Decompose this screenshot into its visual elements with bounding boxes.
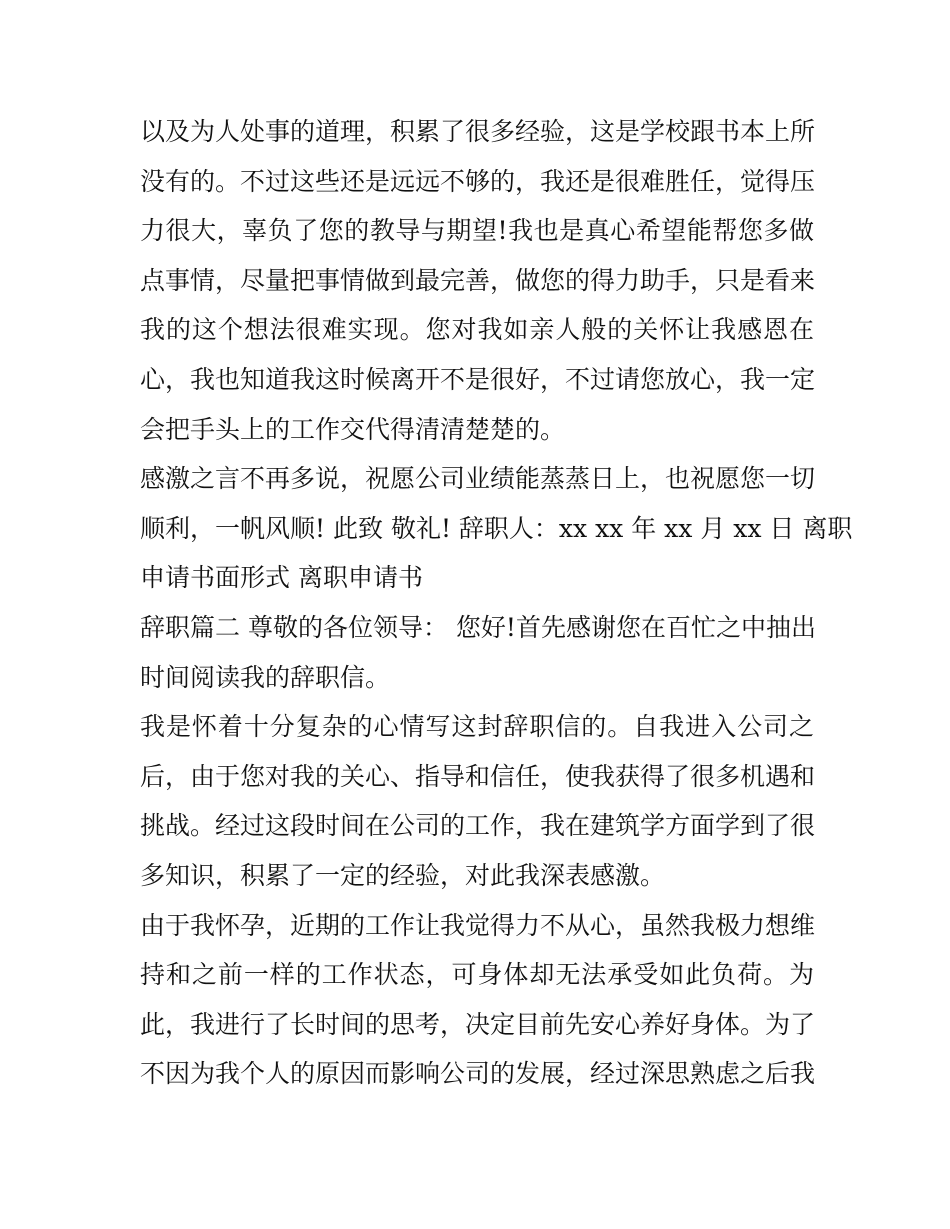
text-line: 辞职篇二 尊敬的各位领导： 您好!首先感谢您在百忙之中抽出 xyxy=(140,612,816,642)
text-line: 此，我进行了长时间的思考，决定目前先安心养好身体。为了 xyxy=(140,1009,816,1039)
text-line: 力很大，辜负了您的教导与期望!我也是真心希望能帮您多做 xyxy=(140,216,814,246)
text-line: 由于我怀孕，近期的工作让我觉得力不从心，虽然我极力想维 xyxy=(140,910,816,940)
text-line: 我是怀着十分复杂的心情写这封辞职信的。自我进入公司之 xyxy=(140,712,814,742)
text-line: 会把手头上的工作交代得清清楚楚的。 xyxy=(140,414,566,444)
text-line: 顺利，一帆风顺! 此致 敬礼! 辞职人：xx xx 年 xx 月 xx 日 离职 xyxy=(140,513,853,543)
text-line: 时间阅读我的辞职信。 xyxy=(140,662,391,692)
document-body xyxy=(140,107,853,1099)
text-line: 后，由于您对我的关心、指导和信任，使我获得了很多机遇和 xyxy=(140,761,816,791)
text-line: 我的这个想法很难实现。您对我如亲人般的关怀让我感恩在 xyxy=(140,315,814,345)
text-line: 不因为我个人的原因而影响公司的发展，经过深思熟虑之后我 xyxy=(140,1059,816,1089)
text-line: 多知识，积累了一定的经验，对此我深表感激。 xyxy=(140,860,666,890)
text-line: 持和之前一样的工作状态，可身体却无法承受如此负荷。为 xyxy=(140,960,814,990)
text-line: 申请书面形式 离职申请书 xyxy=(140,563,423,593)
text-line: 感激之言不再多说，祝愿公司业绩能蒸蒸日上，也祝愿您一切 xyxy=(140,464,816,494)
text-line: 心，我也知道我这时候离开不是很好，不过请您放心，我一定 xyxy=(140,364,816,394)
text-line: 以及为人处事的道理，积累了很多经验，这是学校跟书本上所 xyxy=(140,117,816,146)
text-line: 挑战。经过这段时间在公司的工作，我在建筑学方面学到了很 xyxy=(140,811,816,841)
text-line: 点事情，尽量把事情做到最完善，做您的得力助手，只是看来 xyxy=(140,265,816,295)
text-line: 没有的。不过这些还是远远不够的，我还是很难胜任，觉得压 xyxy=(140,166,816,196)
